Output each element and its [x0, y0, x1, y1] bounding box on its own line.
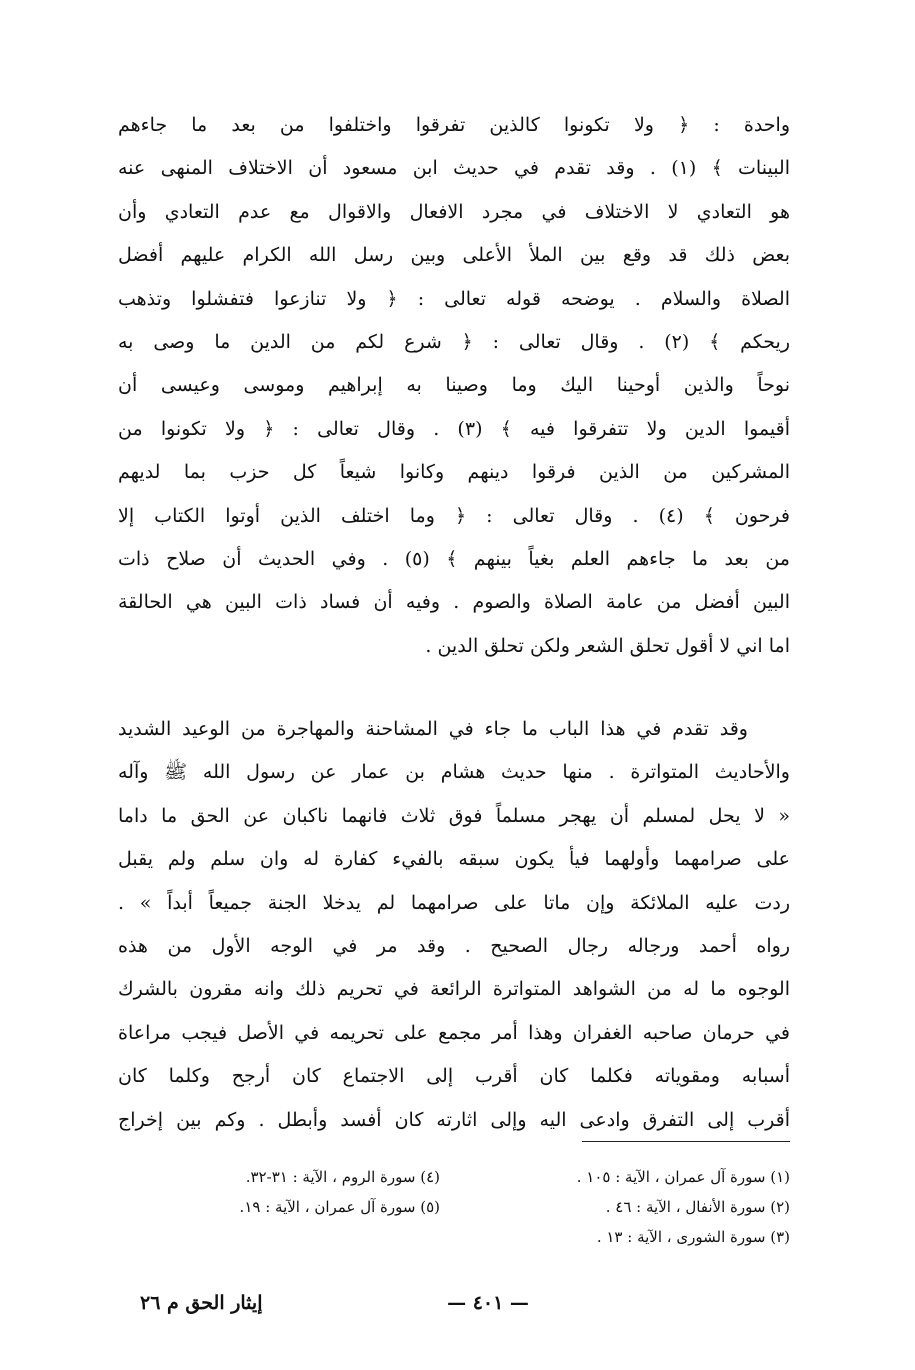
- footnote-divider: [582, 1141, 790, 1142]
- text-line: « لا يحل لمسلم أن يهجر مسلماً فوق ثلاث فانهما ناكبان عن الحق ما داما: [118, 804, 790, 827]
- text-line: من بعد ما جاءهم العلم بغياً بينهم ﴾ (٥) . وفي الحديث أن صلاح ذات: [118, 547, 790, 570]
- text-line: المشركين من الذين فرقوا دينهم وكانوا شيعاً كل حزب بما لديهم: [118, 461, 790, 484]
- text-line: والأحاديث المتواترة . منها حديث هشام بن عمار عن رسول الله ﷺ وآله: [118, 761, 790, 784]
- text-line: نوحاً والذين أوحينا اليك وما وصينا به إبراهيم وموسى وعيسى أن: [118, 374, 790, 397]
- text-line: واحدة : ﴿ ولا تكونوا كالذين تفرقوا واختلفوا من بعد ما جاءهم: [118, 114, 790, 136]
- page-footer: [140, 1283, 790, 1323]
- page-number: — ٤٠١ —: [447, 1292, 529, 1314]
- footnote: (١) سورة آل عمران ، الآية : ١٠٥ .: [576, 1168, 790, 1186]
- footnotes: [140, 1162, 790, 1258]
- text-line: الوجوه ما له من الشواهد المتواترة الرائعة في تحريم ذلك وانه مقرون بالشرك: [118, 978, 790, 1001]
- footnote: (٣) سورة الشورى ، الآية : ١٣ .: [596, 1228, 790, 1246]
- printer-signature: إيثار الحق م ٢٦: [140, 1292, 263, 1314]
- text-line: فرحون ﴾ (٤) . وقال تعالى : ﴿ وما اختلف الذين أوتوا الكتاب إلا: [118, 504, 790, 527]
- text-line: البين أفضل من عامة الصلاة والصوم . وفيه أن فساد ذات البين هي الحالقة: [118, 591, 790, 614]
- text-line: ريحكم ﴾ (٢) . وقال تعالى : ﴿ شرع لكم من الدين ما وصى به: [118, 330, 790, 353]
- paragraph-1: [118, 104, 790, 668]
- text-line: الصلاة والسلام . يوضحه قوله تعالى : ﴿ ولا تنازعوا فتفشلوا وتذهب: [118, 287, 790, 310]
- text-line: هو التعادي لا الاختلاف في مجرد الافعال والاقوال مع عدم التعادي وأن: [118, 200, 790, 223]
- footnote: (٥) سورة آل عمران ، الآية : ١٩.: [239, 1198, 440, 1216]
- text-line: أقيموا الدين ولا تتفرقوا فيه ﴾ (٣) . وقال تعالى : ﴿ ولا تكونوا من: [118, 417, 790, 440]
- footnotes-column-left: [140, 1162, 440, 1258]
- text-line: أقرب إلى التفرق وادعى اليه وإلى اثارته كان أفسد وأبطل . وكم بين إخراج: [118, 1108, 790, 1131]
- text-line: اما اني لا أقول تحلق الشعر ولكن تحلق الدين .: [425, 634, 790, 657]
- text-line: وقد تقدم في هذا الباب ما جاء في المشاحنة والمهاجرة من الوعيد الشديد: [118, 718, 748, 740]
- text-line: بعض ذلك قد وقع بين الملأ الأعلى وبين رسل الله الكرام عليهم أفضل: [118, 244, 790, 267]
- text-line: في حرمان صاحبه الغفران وهذا أمر مجمع على تحريمه في الأصل فيجب مراعاة: [118, 1021, 790, 1044]
- footnote: (٢) سورة الأنفال ، الآية : ٤٦ .: [605, 1198, 790, 1216]
- text-line: ردت عليه الملائكة وإن ماتا على صرامهما لم يدخلا الجنة جميعاً أبداً » .: [118, 891, 790, 914]
- footnotes-column-right: [490, 1162, 790, 1258]
- footnote: (٤) سورة الروم ، الآية : ٣١-٣٢.: [245, 1168, 440, 1186]
- text-line: رواه أحمد ورجاله رجال الصحيح . وقد مر في الوجه الأول من هذه: [118, 934, 790, 957]
- text-line: البينات ﴾ (١) . وقد تقدم في حديث ابن مسعود أن الاختلاف المنهى عنه: [118, 157, 790, 180]
- text-line: على صرامهما وأولهما فيأ يكون سبقه بالفيء كفارة له وان سلم ولم يقبل: [118, 848, 790, 871]
- paragraph-2: [118, 708, 790, 1142]
- text-line: أسبابه ومقوياته فكلما كان أقرب إلى الاجتماع كان أرجح وكلما كان: [118, 1065, 790, 1088]
